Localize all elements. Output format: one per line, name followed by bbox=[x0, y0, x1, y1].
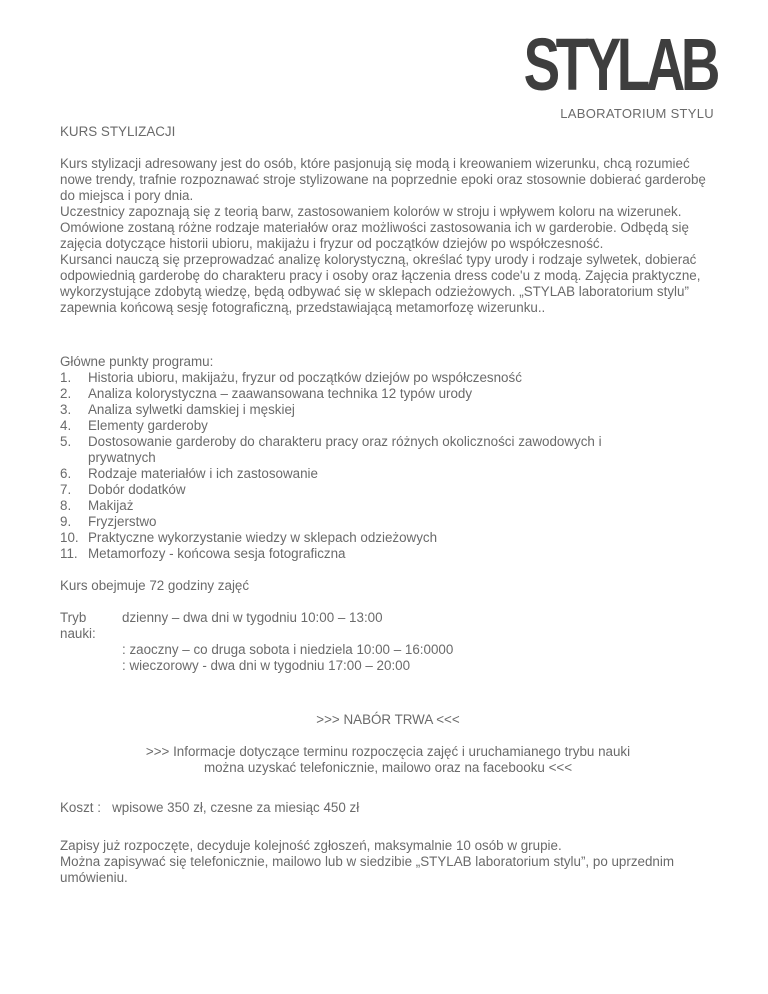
program-item-number: 4. bbox=[60, 418, 72, 433]
program-item-text: Analiza sylwetki damskiej i męskiej bbox=[88, 402, 295, 417]
program-item-number: 9. bbox=[60, 514, 72, 529]
study-mode-label: Tryb nauki: bbox=[60, 610, 96, 641]
course-cost: Koszt : wpisowe 350 zł, czesne za miesiąc 450 zł bbox=[60, 800, 360, 815]
program-item-text: Makijaż bbox=[88, 498, 134, 513]
enrollment-banner: >>> NABÓR TRWA <<< bbox=[316, 712, 460, 727]
program-item bbox=[60, 402, 716, 418]
program-item-text: Dobór dodatków bbox=[88, 482, 186, 497]
logo-wordmark: STYLAB bbox=[523, 23, 716, 106]
program-item-text: Dostosowanie garderoby do charakteru pracy oraz różnych okoliczności zawodowych i prywatnych bbox=[88, 434, 602, 465]
signup-info-2: Można zapisywać się telefonicznie, mailowo lub w siedzibie „STYLAB laboratorium stylu”, po uprzednim umówieniu. bbox=[60, 854, 675, 885]
program-item-number: 5. bbox=[60, 434, 72, 449]
program-item-text: Historia ubioru, makijażu, fryzur od początków dziejów po współczesność bbox=[88, 370, 522, 385]
intro-paragraph-1: Kurs stylizacji adresowany jest do osób, które pasjonują się modą i kreowaniem wizerunku, chcą rozumieć nowe trendy, trafnie rozpoznawać stroje stylizowane na poprzednie epoki oraz stosownie dobierać garderobę do miejsca i pory dnia. bbox=[60, 156, 706, 203]
program-item bbox=[60, 514, 716, 530]
program-item bbox=[60, 498, 716, 514]
info-line-1: >>> Informacje dotyczące terminu rozpoczęcia zajęć i uruchamianego trybu nauki bbox=[145, 744, 631, 759]
program-item bbox=[60, 434, 716, 466]
program-heading: Główne punkty programu: bbox=[60, 354, 214, 369]
program-item-number: 3. bbox=[60, 402, 72, 417]
program-item bbox=[60, 466, 716, 482]
program-item-number: 6. bbox=[60, 466, 72, 481]
program-item-text: Fryzjerstwo bbox=[88, 514, 157, 529]
signup-info-1: Zapisy już rozpoczęte, decyduje kolejność zgłoszeń, maksymalnie 10 osób w grupie. bbox=[60, 838, 562, 853]
program-item bbox=[60, 418, 716, 434]
intro-paragraph-3: Kursanci nauczą się przeprowadzać analizę kolorystyczną, określać typy urody i rodzaje sylwetek, dobierać odpowiednią garderobę do charakteru pracy i osoby oraz łączenia dress code'u z modą. Zajęcia praktyczne, wykorzystujące zdobytą wiedzę, będą odbywać się w sklepach odzieżowych. „STYLAB laboratorium stylu” zapewnia końcową sesję fotograficzną, przedstawiającą metamorfozę wizerunku.. bbox=[60, 252, 701, 315]
program-item-text: Analiza kolorystyczna – zaawansowana technika 12 typów urody bbox=[88, 386, 473, 401]
logo-subtitle: LABORATORIUM STYLU bbox=[560, 106, 714, 121]
program-list bbox=[60, 370, 716, 562]
program-item bbox=[60, 370, 716, 386]
study-mode-evening: : wieczorowy - dwa dni w tygodniu 17:00 – 20:00 bbox=[122, 658, 411, 673]
program-item-number: 2. bbox=[60, 386, 72, 401]
program-item-text: Rodzaje materiałów i ich zastosowanie bbox=[88, 466, 318, 481]
study-mode-weekend: : zaoczny – co druga sobota i niedziela 10:00 – 16:0000 bbox=[122, 642, 454, 657]
program-item-number: 7. bbox=[60, 482, 72, 497]
study-mode-day: dzienny – dwa dni w tygodniu 10:00 – 13:00 bbox=[122, 610, 383, 625]
program-item-number: 11. bbox=[60, 546, 78, 561]
program-item-number: 8. bbox=[60, 498, 72, 513]
course-hours: Kurs obejmuje 72 godziny zajęć bbox=[60, 578, 250, 593]
program-item-text: Metamorfozy - końcowa sesja fotograficzna bbox=[88, 546, 346, 561]
program-item bbox=[60, 482, 716, 498]
stylab-logo bbox=[523, 23, 716, 130]
program-item bbox=[60, 386, 716, 402]
info-line-2: można uzyskać telefonicznie, mailowo oraz na facebooku <<< bbox=[203, 760, 573, 775]
program-item bbox=[60, 530, 716, 546]
document-body bbox=[60, 124, 716, 886]
intro-paragraph-2: Uczestnicy zapoznają się z teorią barw, zastosowaniem kolorów w stroju i wpływem koloru na wizerunek. Omówione zostaną różne rodzaje materiałów oraz możliwości zastosowania ich w garderobie. Odbędą się zajęcia dotyczące historii ubioru, makijażu i fryzur od początków dziejów po współczesność. bbox=[60, 204, 689, 251]
program-item-number: 10. bbox=[60, 530, 79, 545]
program-item-text: Elementy garderoby bbox=[88, 418, 208, 433]
program-item bbox=[60, 546, 716, 562]
document-title: KURS STYLIZACJI bbox=[60, 124, 176, 139]
program-item-text: Praktyczne wykorzystanie wiedzy w sklepach odzieżowych bbox=[88, 530, 438, 545]
program-item-number: 1. bbox=[60, 370, 72, 385]
study-mode-row bbox=[60, 610, 716, 642]
